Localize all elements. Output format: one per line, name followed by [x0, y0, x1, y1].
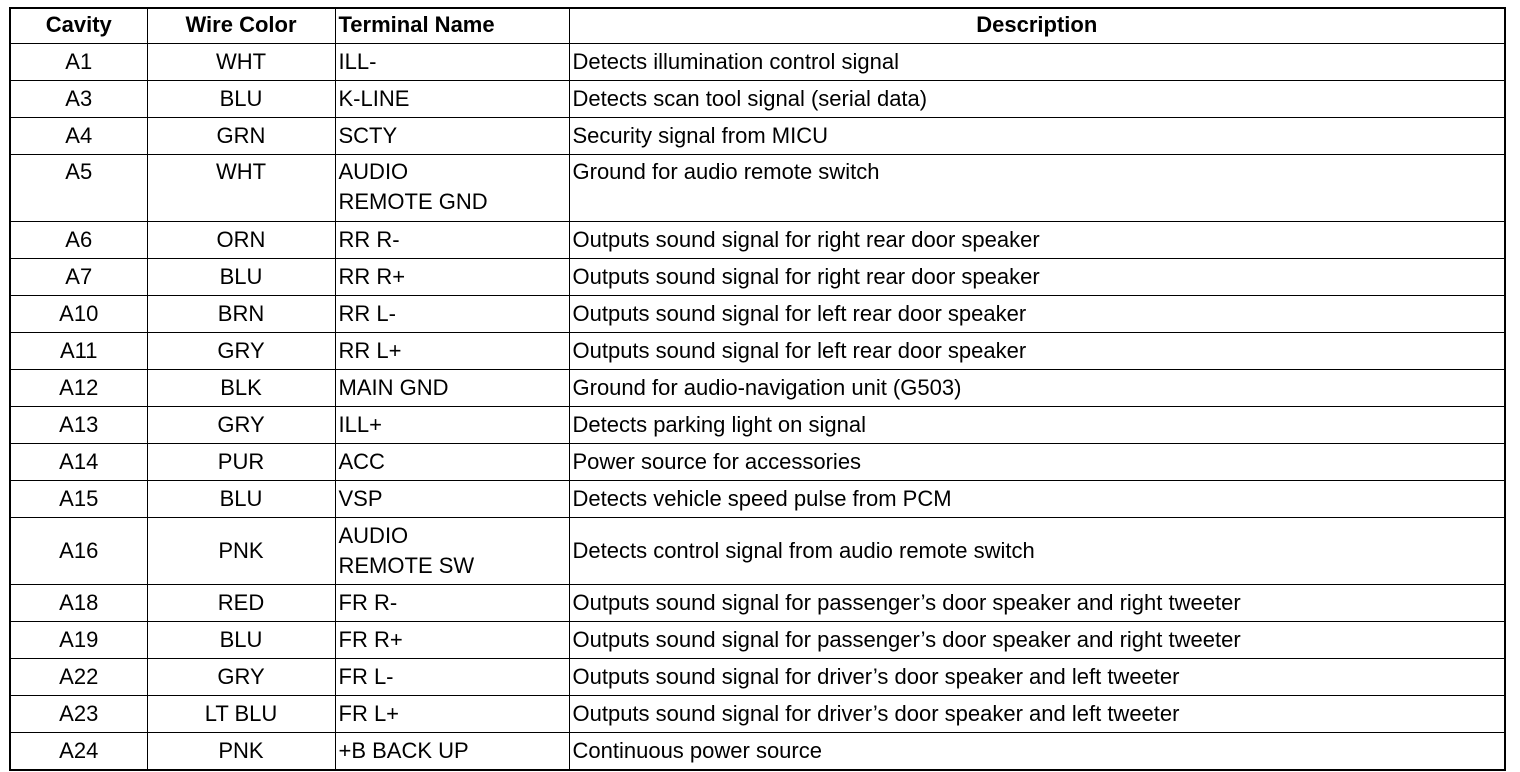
- table-row: [10, 259, 1505, 296]
- terminal-name-cell: [335, 518, 569, 585]
- wire-color-cell: BLK: [147, 370, 335, 407]
- cavity-cell: A19: [10, 622, 147, 659]
- cavity-cell: A13: [10, 407, 147, 444]
- table-row: [10, 696, 1505, 733]
- terminal-name-cell: ILL-: [335, 44, 569, 81]
- cavity-cell: A15: [10, 481, 147, 518]
- description-cell: Detects scan tool signal (serial data): [569, 81, 1505, 118]
- wire-color-cell: GRY: [147, 407, 335, 444]
- cavity-cell: A14: [10, 444, 147, 481]
- terminal-name-cell: RR L-: [335, 296, 569, 333]
- description-cell: Outputs sound signal for driver’s door speaker and left tweeter: [569, 659, 1505, 696]
- table-row: [10, 407, 1505, 444]
- table-row: [10, 622, 1505, 659]
- wire-color-cell: RED: [147, 585, 335, 622]
- terminal-name-cell: RR L+: [335, 333, 569, 370]
- table-header-row: [10, 8, 1505, 44]
- terminal-name-cell: FR L-: [335, 659, 569, 696]
- cavity-cell: A5: [10, 155, 147, 222]
- table-row: [10, 118, 1505, 155]
- terminal-name-cell: [335, 155, 569, 222]
- table-row: [10, 296, 1505, 333]
- cavity-cell: A11: [10, 333, 147, 370]
- cavity-cell: A24: [10, 733, 147, 771]
- table-row: [10, 585, 1505, 622]
- wire-color-cell: WHT: [147, 155, 335, 222]
- description-cell: Power source for accessories: [569, 444, 1505, 481]
- cavity-cell: A4: [10, 118, 147, 155]
- terminal-name-cell: SCTY: [335, 118, 569, 155]
- terminal-name-cell: VSP: [335, 481, 569, 518]
- description-cell: Outputs sound signal for left rear door speaker: [569, 333, 1505, 370]
- terminal-name-line-2: REMOTE SW: [338, 552, 475, 578]
- terminal-name-cell: K-LINE: [335, 81, 569, 118]
- wire-color-cell: BRN: [147, 296, 335, 333]
- table-row: [10, 518, 1505, 585]
- description-cell: Detects vehicle speed pulse from PCM: [569, 481, 1505, 518]
- header-description: Description: [569, 8, 1505, 44]
- cavity-cell: A6: [10, 222, 147, 259]
- cavity-cell: A23: [10, 696, 147, 733]
- header-wire-color: Wire Color: [147, 8, 335, 44]
- terminal-name-cell: FR R-: [335, 585, 569, 622]
- table-row: [10, 444, 1505, 481]
- cavity-cell: A3: [10, 81, 147, 118]
- cavity-cell: A10: [10, 296, 147, 333]
- terminal-name-line-2: REMOTE GND: [338, 189, 488, 214]
- cavity-cell: A12: [10, 370, 147, 407]
- terminal-name-cell: +B BACK UP: [335, 733, 569, 771]
- wire-color-cell: BLU: [147, 81, 335, 118]
- terminal-name-cell: FR R+: [335, 622, 569, 659]
- description-cell: Detects parking light on signal: [569, 407, 1505, 444]
- terminal-name-cell: ILL+: [335, 407, 569, 444]
- description-cell: Detects illumination control signal: [569, 44, 1505, 81]
- terminal-name-cell: ACC: [335, 444, 569, 481]
- wire-color-cell: WHT: [147, 44, 335, 81]
- table-row: [10, 733, 1505, 771]
- wire-color-cell: BLU: [147, 259, 335, 296]
- description-cell: Outputs sound signal for right rear door speaker: [569, 222, 1505, 259]
- wire-color-cell: GRY: [147, 333, 335, 370]
- description-cell: Security signal from MICU: [569, 118, 1505, 155]
- cavity-cell: A16: [10, 518, 147, 585]
- wire-color-cell: PNK: [147, 518, 335, 585]
- description-cell: Outputs sound signal for passenger’s door speaker and right tweeter: [569, 622, 1505, 659]
- description-cell: Ground for audio remote switch: [569, 155, 1505, 222]
- wire-color-cell: GRN: [147, 118, 335, 155]
- description-cell: Continuous power source: [569, 733, 1505, 771]
- table-row: [10, 81, 1505, 118]
- table-row: [10, 481, 1505, 518]
- wire-color-cell: BLU: [147, 481, 335, 518]
- terminal-name-cell: MAIN GND: [335, 370, 569, 407]
- terminal-name-cell: RR R+: [335, 259, 569, 296]
- terminal-name-line-1: AUDIO: [338, 522, 409, 548]
- wire-color-cell: PNK: [147, 733, 335, 771]
- description-cell: Outputs sound signal for right rear door speaker: [569, 259, 1505, 296]
- description-cell: Ground for audio-navigation unit (G503): [569, 370, 1505, 407]
- wire-color-cell: PUR: [147, 444, 335, 481]
- cavity-cell: A1: [10, 44, 147, 81]
- description-cell: Outputs sound signal for passenger’s door speaker and right tweeter: [569, 585, 1505, 622]
- table-row: [10, 370, 1505, 407]
- description-cell: Detects control signal from audio remote switch: [569, 518, 1505, 585]
- description-cell: Outputs sound signal for driver’s door speaker and left tweeter: [569, 696, 1505, 733]
- terminal-name-cell: RR R-: [335, 222, 569, 259]
- wire-color-cell: LT BLU: [147, 696, 335, 733]
- wire-color-cell: ORN: [147, 222, 335, 259]
- wire-color-cell: GRY: [147, 659, 335, 696]
- terminal-name-line-1: AUDIO: [338, 159, 409, 184]
- table-row: [10, 659, 1505, 696]
- table-row: [10, 333, 1505, 370]
- table-row: [10, 222, 1505, 259]
- connector-terminal-table: [9, 7, 1506, 771]
- header-terminal-name: Terminal Name: [335, 8, 569, 44]
- cavity-cell: A18: [10, 585, 147, 622]
- cavity-cell: A7: [10, 259, 147, 296]
- table-row: [10, 155, 1505, 222]
- wire-color-cell: BLU: [147, 622, 335, 659]
- cavity-cell: A22: [10, 659, 147, 696]
- terminal-name-cell: FR L+: [335, 696, 569, 733]
- description-cell: Outputs sound signal for left rear door speaker: [569, 296, 1505, 333]
- header-cavity: Cavity: [10, 8, 147, 44]
- table-row: [10, 44, 1505, 81]
